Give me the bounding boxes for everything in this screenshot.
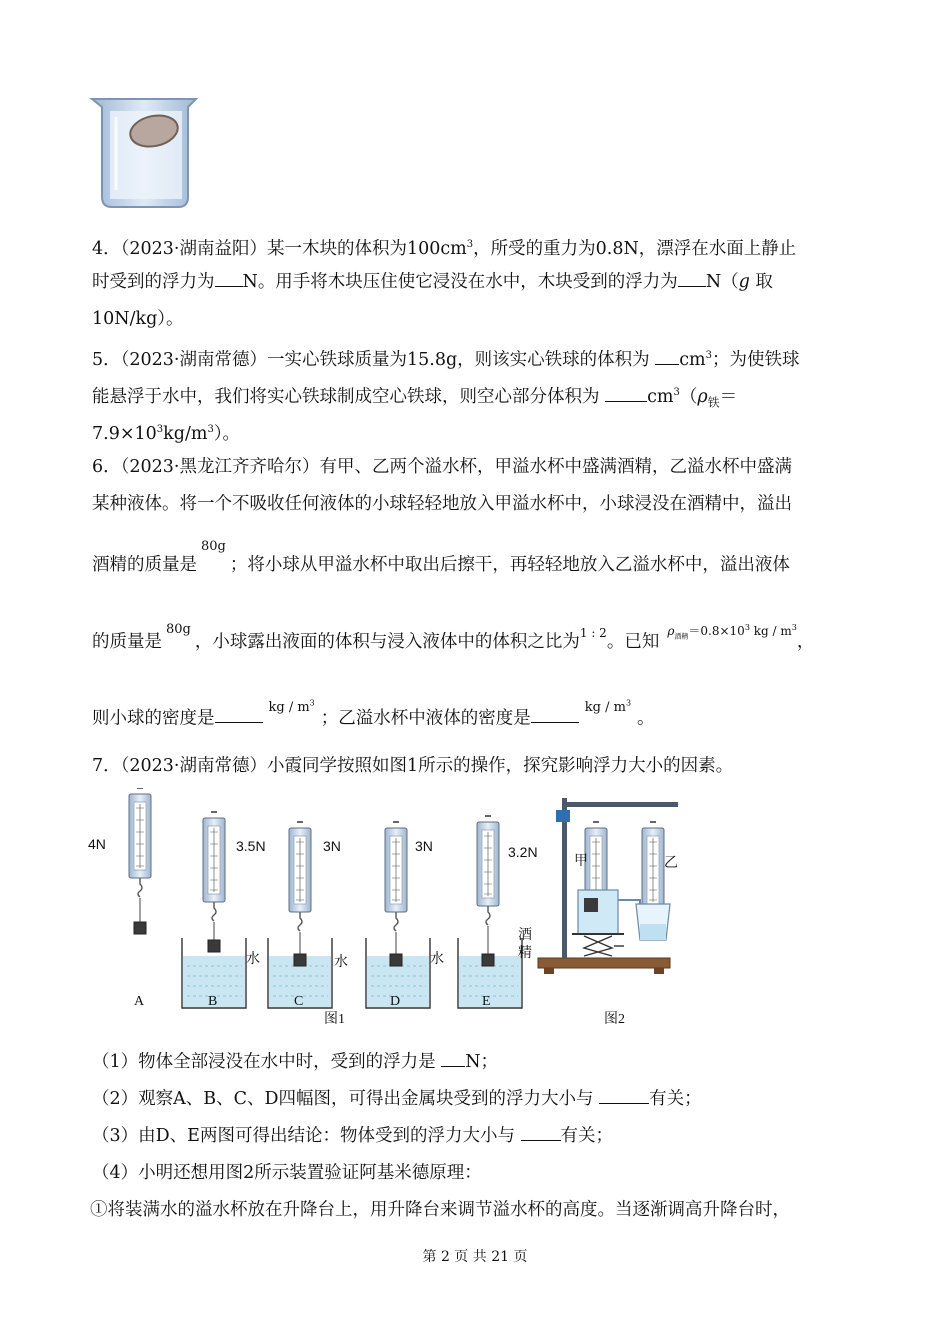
q7-part5: ①将装满水的溢水杯放在升降台上，用升降台来调节溢水杯的高度。当逐渐调高升降台时， — [90, 1200, 790, 1220]
q7-part1: （1）物体全部浸没在水中时，受到的浮力是 N； — [92, 1052, 499, 1072]
q6-blank-1[interactable] — [215, 706, 263, 723]
page-footer: 第 2 页 共 21 页 — [422, 1249, 528, 1265]
q5-line2: 能悬浮于水中，我们将实心铁球制成空心铁球，则空心部分体积为 $cm^3(\rho_铁=$ — [92, 386, 738, 410]
spring-scale-d — [385, 822, 407, 931]
q6-line4: 的质量是$^{80g}$，小球露出液面的体积与浸入液体中的体积之比为$^{1 : 2}$。已知$^{\rho_{酒精}=0.8\times 10^3 kg / m^3}$， — [92, 622, 815, 652]
q6-line5: 则小球的密度是$^{kg / m^3}$；乙溢水杯中液体的密度是$^{kg / m^3}$。 — [92, 699, 655, 729]
q5-blank-1[interactable] — [655, 348, 679, 365]
q7-blank-1[interactable] — [441, 1050, 465, 1067]
q7-part2: （2）观察A、B、C、D四幅图，可得出金属块受到的浮力大小与 有关； — [92, 1089, 702, 1109]
metal-block-c — [294, 954, 306, 966]
q7-line1: 7．（2023·湖南常德）小霞同学按照如图1所示的操作，探究影响浮力大小的因素。 — [92, 756, 734, 776]
q5-line1: 5．（2023·湖南常德）一实心铁球质量为15.8g，则该实心铁球的体积为 $cm^3$；为使铁球 — [92, 349, 800, 370]
metal-block-a — [134, 922, 146, 934]
figure-1-spring-scales: 4N 3.5N 3N 3N 3.2N 水 水 水 酒 精 A B C D E 图1 甲 乙 图2 — [88, 788, 868, 1028]
q6-line1: 6．（2023·黑龙江齐齐哈尔）有甲、乙两个溢水杯，甲溢水杯中盛满酒精，乙溢水杯中盛满 — [92, 457, 792, 477]
q5-blank-2[interactable] — [605, 385, 647, 402]
q7-part3: （3）由D、E两图可得出结论：物体受到的浮力大小与 有关； — [92, 1126, 614, 1146]
metal-block-e — [482, 954, 494, 966]
metal-block-b — [208, 940, 220, 952]
spring-scale-b — [203, 812, 225, 921]
q4-blank-2[interactable] — [678, 270, 706, 287]
q4-line3: 10N/kg）。 — [92, 309, 184, 329]
q5-line3: $7.9\times 10^3kg/m^3$）。 — [92, 423, 241, 444]
q4-blank-1[interactable] — [215, 270, 243, 287]
q7-part4: （4）小明还想用图2所示装置验证阿基米德原理： — [92, 1163, 482, 1183]
q4-line1: 4．（2023·湖南益阳）某一木块的体积为$100cm^3$，所受的重力为0.8N，漂浮在水面上静止 — [92, 238, 797, 259]
spring-scale-c — [289, 822, 311, 931]
q6-line2: 某种液体。将一个不吸收任何液体的小球轻轻地放入甲溢水杯中，小球浸没在酒精中，溢出 — [92, 494, 792, 514]
q6-blank-2[interactable] — [531, 706, 579, 723]
q4-line2: 时受到的浮力为 N。用手将木块压住使它浸没在水中，木块受到的浮力为 N（g 取 — [92, 272, 773, 292]
q6-line3: 酒精的质量是$^{80g}$；将小球从甲溢水杯中取出后擦干，再轻轻地放入乙溢水杯中，溢出液体 — [92, 539, 790, 575]
beaker-with-block-illustration — [88, 95, 200, 210]
spring-scale-a — [129, 788, 151, 897]
spring-scale-e — [477, 816, 499, 925]
q7-blank-2[interactable] — [599, 1087, 649, 1104]
metal-block-d — [390, 954, 402, 966]
q7-blank-3[interactable] — [521, 1124, 561, 1141]
archimedes-apparatus — [538, 798, 678, 974]
experiment-figure — [88, 788, 868, 1028]
